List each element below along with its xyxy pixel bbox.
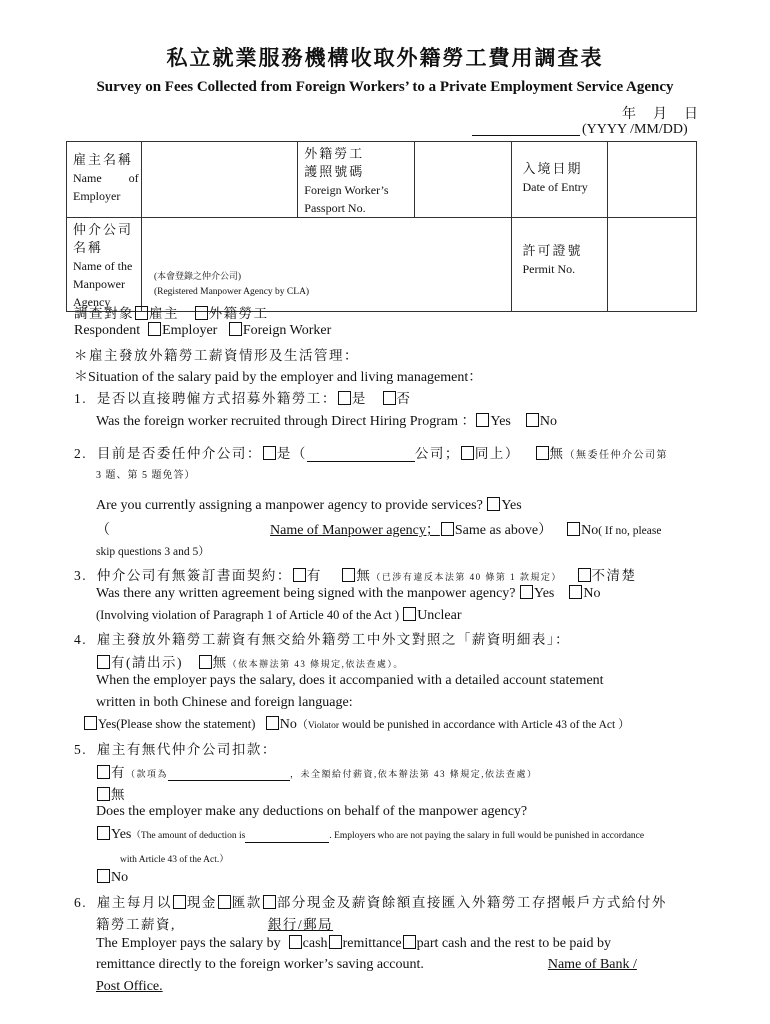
q2-agency-name-field-en[interactable] <box>110 523 440 538</box>
q4-question-zh: 雇主發放外籍勞工薪資有無交給外籍勞工中外文對照之「薪資明細表」： <box>96 632 571 647</box>
q4-options-zh <box>96 651 404 671</box>
q3-yes-en: Yes <box>534 586 555 601</box>
q4-options-en <box>83 716 630 733</box>
q2-agency-name-en: Name of Manpower agency； <box>270 523 440 538</box>
q2-none-note-zh: （無委任仲介公司第 <box>564 450 668 461</box>
q3-unclear-checkbox-zh[interactable] <box>578 568 591 582</box>
respondent-label-zh: 調查對象 <box>74 306 134 321</box>
q2-no-checkbox-en[interactable] <box>567 522 580 536</box>
q4-no-zh: 無 <box>212 655 228 670</box>
q2-none-checkbox-zh[interactable] <box>536 446 549 460</box>
q6-question-en: The Employer pays the salary by <box>96 936 281 951</box>
q2-same-en: Same as above） <box>454 523 553 538</box>
q6-cash-zh: 現金 <box>186 895 217 910</box>
q6-remit-checkbox-zh[interactable] <box>218 895 231 909</box>
q1-question-zh: 是否以直接聘僱方式招募外籍勞工： <box>96 391 337 406</box>
q6-remit-checkbox-en[interactable] <box>329 935 342 949</box>
respondent-employer-zh: 雇主 <box>149 306 179 321</box>
q6-en <box>96 935 611 952</box>
q1-yes-en: Yes <box>490 414 511 429</box>
q1-question-en: Was the foreign worker recruited through Direct Hiring Program ： <box>96 414 476 429</box>
passport-label-en-1: Foreign Worker’s <box>304 183 389 197</box>
q5-question-en: Does the employer make any deductions on behalf of the manpower agency? <box>96 804 528 819</box>
date-format-label: (YYYY /MM/DD) <box>582 122 688 137</box>
passport-number-field[interactable] <box>414 142 512 218</box>
agency-label-en-3: Agency <box>73 295 111 309</box>
q3-no-checkbox-zh[interactable] <box>342 568 355 582</box>
respondent-employer-checkbox-zh[interactable] <box>135 306 148 320</box>
q5-amount-prefix-en: （The amount of deduction is <box>131 831 246 841</box>
registered-agency-note-zh: (本會登錄之仲介公司) <box>153 271 241 281</box>
permit-number-field[interactable] <box>607 218 696 312</box>
passport-label-zh-2: 護照號碼 <box>304 164 365 179</box>
q4-question-en-2: written in both Chinese and foreign language: <box>96 695 353 710</box>
q6-post-office-en: Post Office. <box>96 979 163 994</box>
q6-en-row2 <box>96 957 637 973</box>
q2-yes-checkbox-en[interactable] <box>487 497 500 511</box>
respondent-label-en: Respondent <box>74 323 141 338</box>
section-heading-en: ＊Situation of the salary paid by the employer and living management： <box>74 370 483 385</box>
q5-amount-field-zh[interactable] <box>168 769 290 781</box>
q2-none-zh: 無 <box>549 446 565 461</box>
q2-skip-note-en: skip questions 3 and 5） <box>96 546 210 558</box>
q3-number: 3. <box>74 568 88 583</box>
respondent-worker-checkbox-zh[interactable] <box>195 306 208 320</box>
q3-no-zh: 無 <box>356 568 372 583</box>
q2-same-zh: 同上） <box>474 446 520 461</box>
q1-no-checkbox-zh[interactable] <box>383 391 396 405</box>
passport-label-zh-1: 外籍勞工 <box>304 146 365 161</box>
q2-no-note-en: ( If no, please <box>598 525 662 537</box>
q1-en <box>96 410 557 430</box>
q5-yes-en: Yes <box>111 827 132 842</box>
q2-question-zh: 目前是否委任仲介公司： <box>96 446 262 461</box>
q2-zh <box>74 442 668 462</box>
q5-no-row-zh <box>96 783 126 803</box>
employer-label-en-2: Employer <box>73 189 121 203</box>
permit-label-zh: 許可證號 <box>522 243 583 258</box>
q1-zh <box>74 387 412 407</box>
q3-unclear-checkbox-en[interactable] <box>403 607 416 621</box>
q3-no-note-zh: （已涉有違反本法第 40 條第 1 款規定） <box>371 572 562 582</box>
respondent-employer-en: Employer <box>162 323 218 338</box>
header-info-table <box>66 141 697 312</box>
q1-no-checkbox-en[interactable] <box>526 413 539 427</box>
q4-no-en: No <box>279 717 297 732</box>
q6-part-en: part cash and the rest to be paid by <box>416 936 612 951</box>
date-month-label: 月 <box>653 107 667 122</box>
q6-remit-en: remittance <box>342 936 402 951</box>
q4-violator-word: Violator <box>307 721 339 731</box>
date-input-line[interactable] <box>472 123 580 136</box>
respondent-row-en <box>74 322 331 339</box>
q6-bank-en: Name of Bank / <box>547 957 637 972</box>
q2-paren-en: （ <box>96 523 110 538</box>
q5-amount-prefix-zh: （款項為 <box>126 769 169 779</box>
q4-no-note-zh: （依本辦法第 43 條規定,依法查處）。 <box>227 659 404 669</box>
q2-company-zh: 公司； <box>414 446 460 461</box>
q3-question-zh: 仲介公司有無簽訂書面契約： <box>96 568 292 583</box>
q3-zh <box>74 564 637 584</box>
q4-yes-en: Yes(Please show the statement) <box>98 717 256 731</box>
q2-same-checkbox-zh[interactable] <box>461 446 474 460</box>
q3-no-checkbox-en[interactable] <box>569 585 582 599</box>
q2-number: 2. <box>74 446 88 461</box>
employer-name-field[interactable] <box>141 142 297 218</box>
q6-part-zh: 部分現金及薪資餘額直接匯入外籍勞工存摺帳戶方式給付外 <box>276 895 667 910</box>
entry-date-label-en: Date of Entry <box>522 180 588 194</box>
q6-remit-zh: 匯款 <box>231 895 262 910</box>
q3-violation-en: (Involving violation of Paragraph 1 of Article 40 of the Act ) <box>96 608 400 622</box>
q2-yes-en: Yes <box>501 498 522 513</box>
form-title-en: Survey on Fees Collected from Foreign Workers’ to a Private Employment Service Agency <box>96 79 674 95</box>
q1-yes-checkbox-zh[interactable] <box>338 391 351 405</box>
agency-name-field[interactable] <box>141 218 512 312</box>
q5-yes-checkbox-zh[interactable] <box>97 765 110 779</box>
q3-unclear-zh: 不清楚 <box>591 568 637 583</box>
agency-label-zh-1: 仲介公司 <box>73 222 134 237</box>
q6-zh <box>74 891 667 911</box>
q6-bank-field-en[interactable] <box>424 957 637 972</box>
q4-yes-checkbox-en[interactable] <box>84 716 97 730</box>
q5-yes-row-zh <box>96 761 538 781</box>
form-title-zh: 私立就業服務機構收取外籍勞工費用調查表 <box>166 46 604 70</box>
employer-label-zh: 雇主名稱 <box>73 152 134 167</box>
q2-yes-zh: 是（ <box>276 446 307 461</box>
employer-label-en-1: Name of <box>73 171 139 185</box>
q4-number: 4. <box>74 632 88 647</box>
respondent-employer-checkbox-en[interactable] <box>148 322 161 336</box>
q4-violator-open: （ <box>296 719 308 731</box>
q6-question-zh: 雇主每月以 <box>96 895 172 910</box>
q5-no-zh: 無 <box>111 787 126 802</box>
q5-yes-zh: 有 <box>111 765 126 780</box>
agency-label-en-2: Manpower <box>73 277 125 291</box>
respondent-worker-checkbox-en[interactable] <box>229 322 242 336</box>
date-year-label: 年 <box>622 107 636 122</box>
q2-en-row2 <box>96 519 661 539</box>
q3-question-en: Was there any written agreement being signed with the manpower agency? <box>96 586 516 601</box>
q4-no-checkbox-en[interactable] <box>266 716 279 730</box>
respondent-worker-en: Foreign Worker <box>242 323 332 338</box>
q5-amount-suffix-en: . Employers who are not paying the salary in full would be punished in accordance <box>329 831 645 841</box>
q3-no-en: No <box>583 586 601 601</box>
entry-date-field[interactable] <box>607 142 696 218</box>
q1-no-zh: 否 <box>396 391 412 406</box>
q6-bank-field-zh[interactable] <box>176 917 333 932</box>
q1-no-en: No <box>539 414 557 429</box>
agency-label-zh-2: 名稱 <box>73 240 104 255</box>
passport-label-en-2: Passport No. <box>304 201 366 215</box>
q6-row2-zh <box>96 913 333 933</box>
respondent-worker-zh: 外籍勞工 <box>208 306 269 321</box>
q6-salary-zh: 籍勞工薪資, <box>96 917 176 932</box>
q4-question-en-1: When the employer pays the salary, does it accompanied with a detailed account statement <box>96 673 604 688</box>
q5-yes-checkbox-en[interactable] <box>97 826 110 840</box>
q6-bank-zh: 銀行/郵局 <box>267 917 334 932</box>
q5-no-checkbox-en[interactable] <box>97 869 110 883</box>
q2-skip-note-zh: 3 題、第 5 題免答） <box>96 470 196 481</box>
q5-question-zh: 雇主有無代仲介公司扣款： <box>96 742 277 757</box>
q6-cash-checkbox-zh[interactable] <box>173 895 186 909</box>
q5-amount-field-en[interactable] <box>245 831 329 843</box>
q6-cash-en: cash <box>302 936 328 951</box>
q1-yes-checkbox-en[interactable] <box>476 413 489 427</box>
q5-no-en: No <box>111 870 129 885</box>
permit-label-en: Permit No. <box>522 262 576 276</box>
q4-yes-checkbox-zh[interactable] <box>97 655 110 669</box>
respondent-row-zh <box>74 302 269 322</box>
q6-account-en: remittance directly to the foreign worker’s saving account. <box>96 957 424 972</box>
q1-number: 1. <box>74 391 88 406</box>
q2-no-en: No <box>581 523 599 538</box>
q6-cash-checkbox-en[interactable] <box>289 935 302 949</box>
q2-question-en: Are you currently assigning a manpower agency to provide services? <box>96 498 483 513</box>
q3-en-row2 <box>96 607 462 624</box>
q3-yes-zh: 有 <box>306 568 322 583</box>
q6-number: 6. <box>74 895 88 910</box>
q5-article-note-en: with Article 43 of the Act.） <box>120 855 229 865</box>
q5-yes-row-en <box>96 826 644 843</box>
q5-number: 5. <box>74 742 88 757</box>
q2-en <box>96 497 522 514</box>
date-day-label: 日 <box>684 107 698 122</box>
q3-en <box>96 585 601 602</box>
q5-no-row-en <box>96 869 128 886</box>
q4-yes-zh: 有(請出示) <box>111 655 183 670</box>
q3-unclear-en: Unclear <box>417 608 462 623</box>
q4-violator-note: would be punished in accordance with Article 43 of the Act ） <box>338 719 630 731</box>
registered-agency-note-en: (Registered Manpower Agency by CLA) <box>153 287 310 297</box>
q6-part-checkbox-en[interactable] <box>403 935 416 949</box>
q4-no-checkbox-zh[interactable] <box>199 655 212 669</box>
agency-label-en-1: Name of the <box>73 259 133 273</box>
q4-zh <box>74 628 570 648</box>
q1-yes-zh: 是 <box>351 391 367 406</box>
q6-part-checkbox-zh[interactable] <box>263 895 276 909</box>
q3-yes-checkbox-en[interactable] <box>520 585 533 599</box>
q2-yes-checkbox-zh[interactable] <box>263 446 276 460</box>
entry-date-label-zh: 入境日期 <box>522 161 583 176</box>
q5-amount-suffix-zh: ，未全額給付薪資,依本辦法第 43 條規定,依法查處） <box>290 769 538 779</box>
q2-same-checkbox-en[interactable] <box>441 522 454 536</box>
q3-yes-checkbox-zh[interactable] <box>293 568 306 582</box>
q2-company-field-zh[interactable] <box>307 448 415 462</box>
q5-no-checkbox-zh[interactable] <box>97 787 110 801</box>
q5-zh <box>74 738 277 758</box>
employer-label-en-row <box>73 169 139 187</box>
section-heading-zh: ＊雇主發放外籍勞工薪資情形及生活管理： <box>74 348 359 363</box>
